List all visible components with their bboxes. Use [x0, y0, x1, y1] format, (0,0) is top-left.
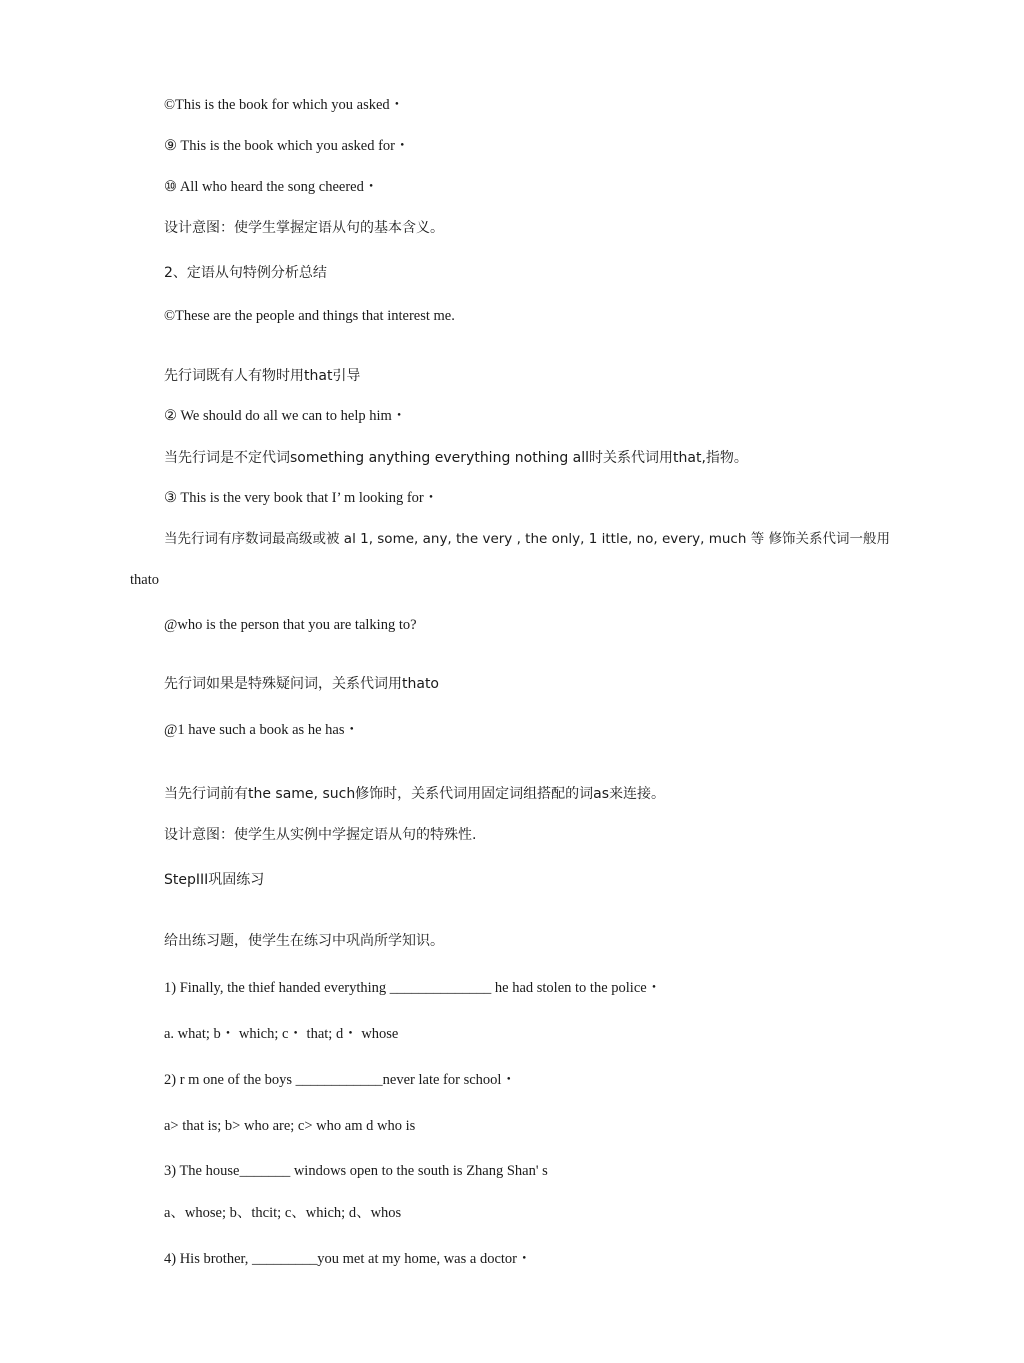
- special-example-4: @who is the person that you are talking to?: [164, 617, 417, 633]
- exercise-options-2: a> that is; b> who are; c> who am d who is: [164, 1118, 416, 1134]
- example-line-8: ©This is the book for which you asked・: [164, 97, 405, 113]
- special-example-2: ② We should do all we can to help him・: [164, 408, 407, 424]
- rule-3: 当先行词有序数词最高级或被 al 1, some, any, the very , the only, 1 ittle, no, every, much 等 修饰关系代词一般用: [164, 531, 890, 547]
- special-example-3: ③ This is the very book that I’ m looking for・: [164, 490, 439, 506]
- exercise-options-1: a. what; b・ which; c・ that; d・ whose: [164, 1026, 399, 1042]
- rule-2: 当先行词是不定代词something anything everything nothing all时关系代词用that,指物。: [164, 450, 748, 466]
- exercise-question-3: 3) The house_______ windows open to the south is Zhang Shan' s: [164, 1163, 548, 1179]
- exercise-question-1: 1) Finally, the thief handed everything ______________ he had stolen to the police・: [164, 980, 662, 996]
- rule-4: 先行词如果是特殊疑问词，关系代词用thato: [164, 676, 439, 692]
- exercise-options-3: a、whose; b、thcit; c、which; d、whos: [164, 1205, 402, 1221]
- special-example-1: ©These are the people and things that interest me.: [164, 308, 455, 324]
- rule-3-continuation: thato: [130, 572, 159, 588]
- design-intent-1: 设计意图：使学生掌握定语从句的基本含义。: [164, 220, 444, 236]
- exercise-question-4: 4) His brother, _________you met at my home, was a doctor・: [164, 1251, 532, 1267]
- design-intent-2: 设计意图：使学生从实例中学握定语从句的特殊性.: [164, 827, 477, 843]
- example-line-10: ⑩ All who heard the song cheered・: [164, 179, 379, 195]
- exercise-intro: 给出练习题，使学生在练习中巩尚所学知识。: [164, 933, 444, 949]
- section-heading-2: 2、定语从句特例分析总结: [164, 265, 327, 281]
- rule-1: 先行词既有人有物时用that引导: [164, 368, 361, 384]
- exercise-question-2: 2) r m one of the boys ____________never late for school・: [164, 1072, 516, 1088]
- rule-5: 当先行词前有the same, such修饰时，关系代词用固定词组搭配的词as来连接。: [164, 786, 666, 802]
- example-line-9: ⑨ This is the book which you asked for・: [164, 138, 410, 154]
- step-heading-3: StepIII巩固练习: [164, 872, 265, 888]
- special-example-5: @1 have such a book as he has・: [164, 722, 359, 738]
